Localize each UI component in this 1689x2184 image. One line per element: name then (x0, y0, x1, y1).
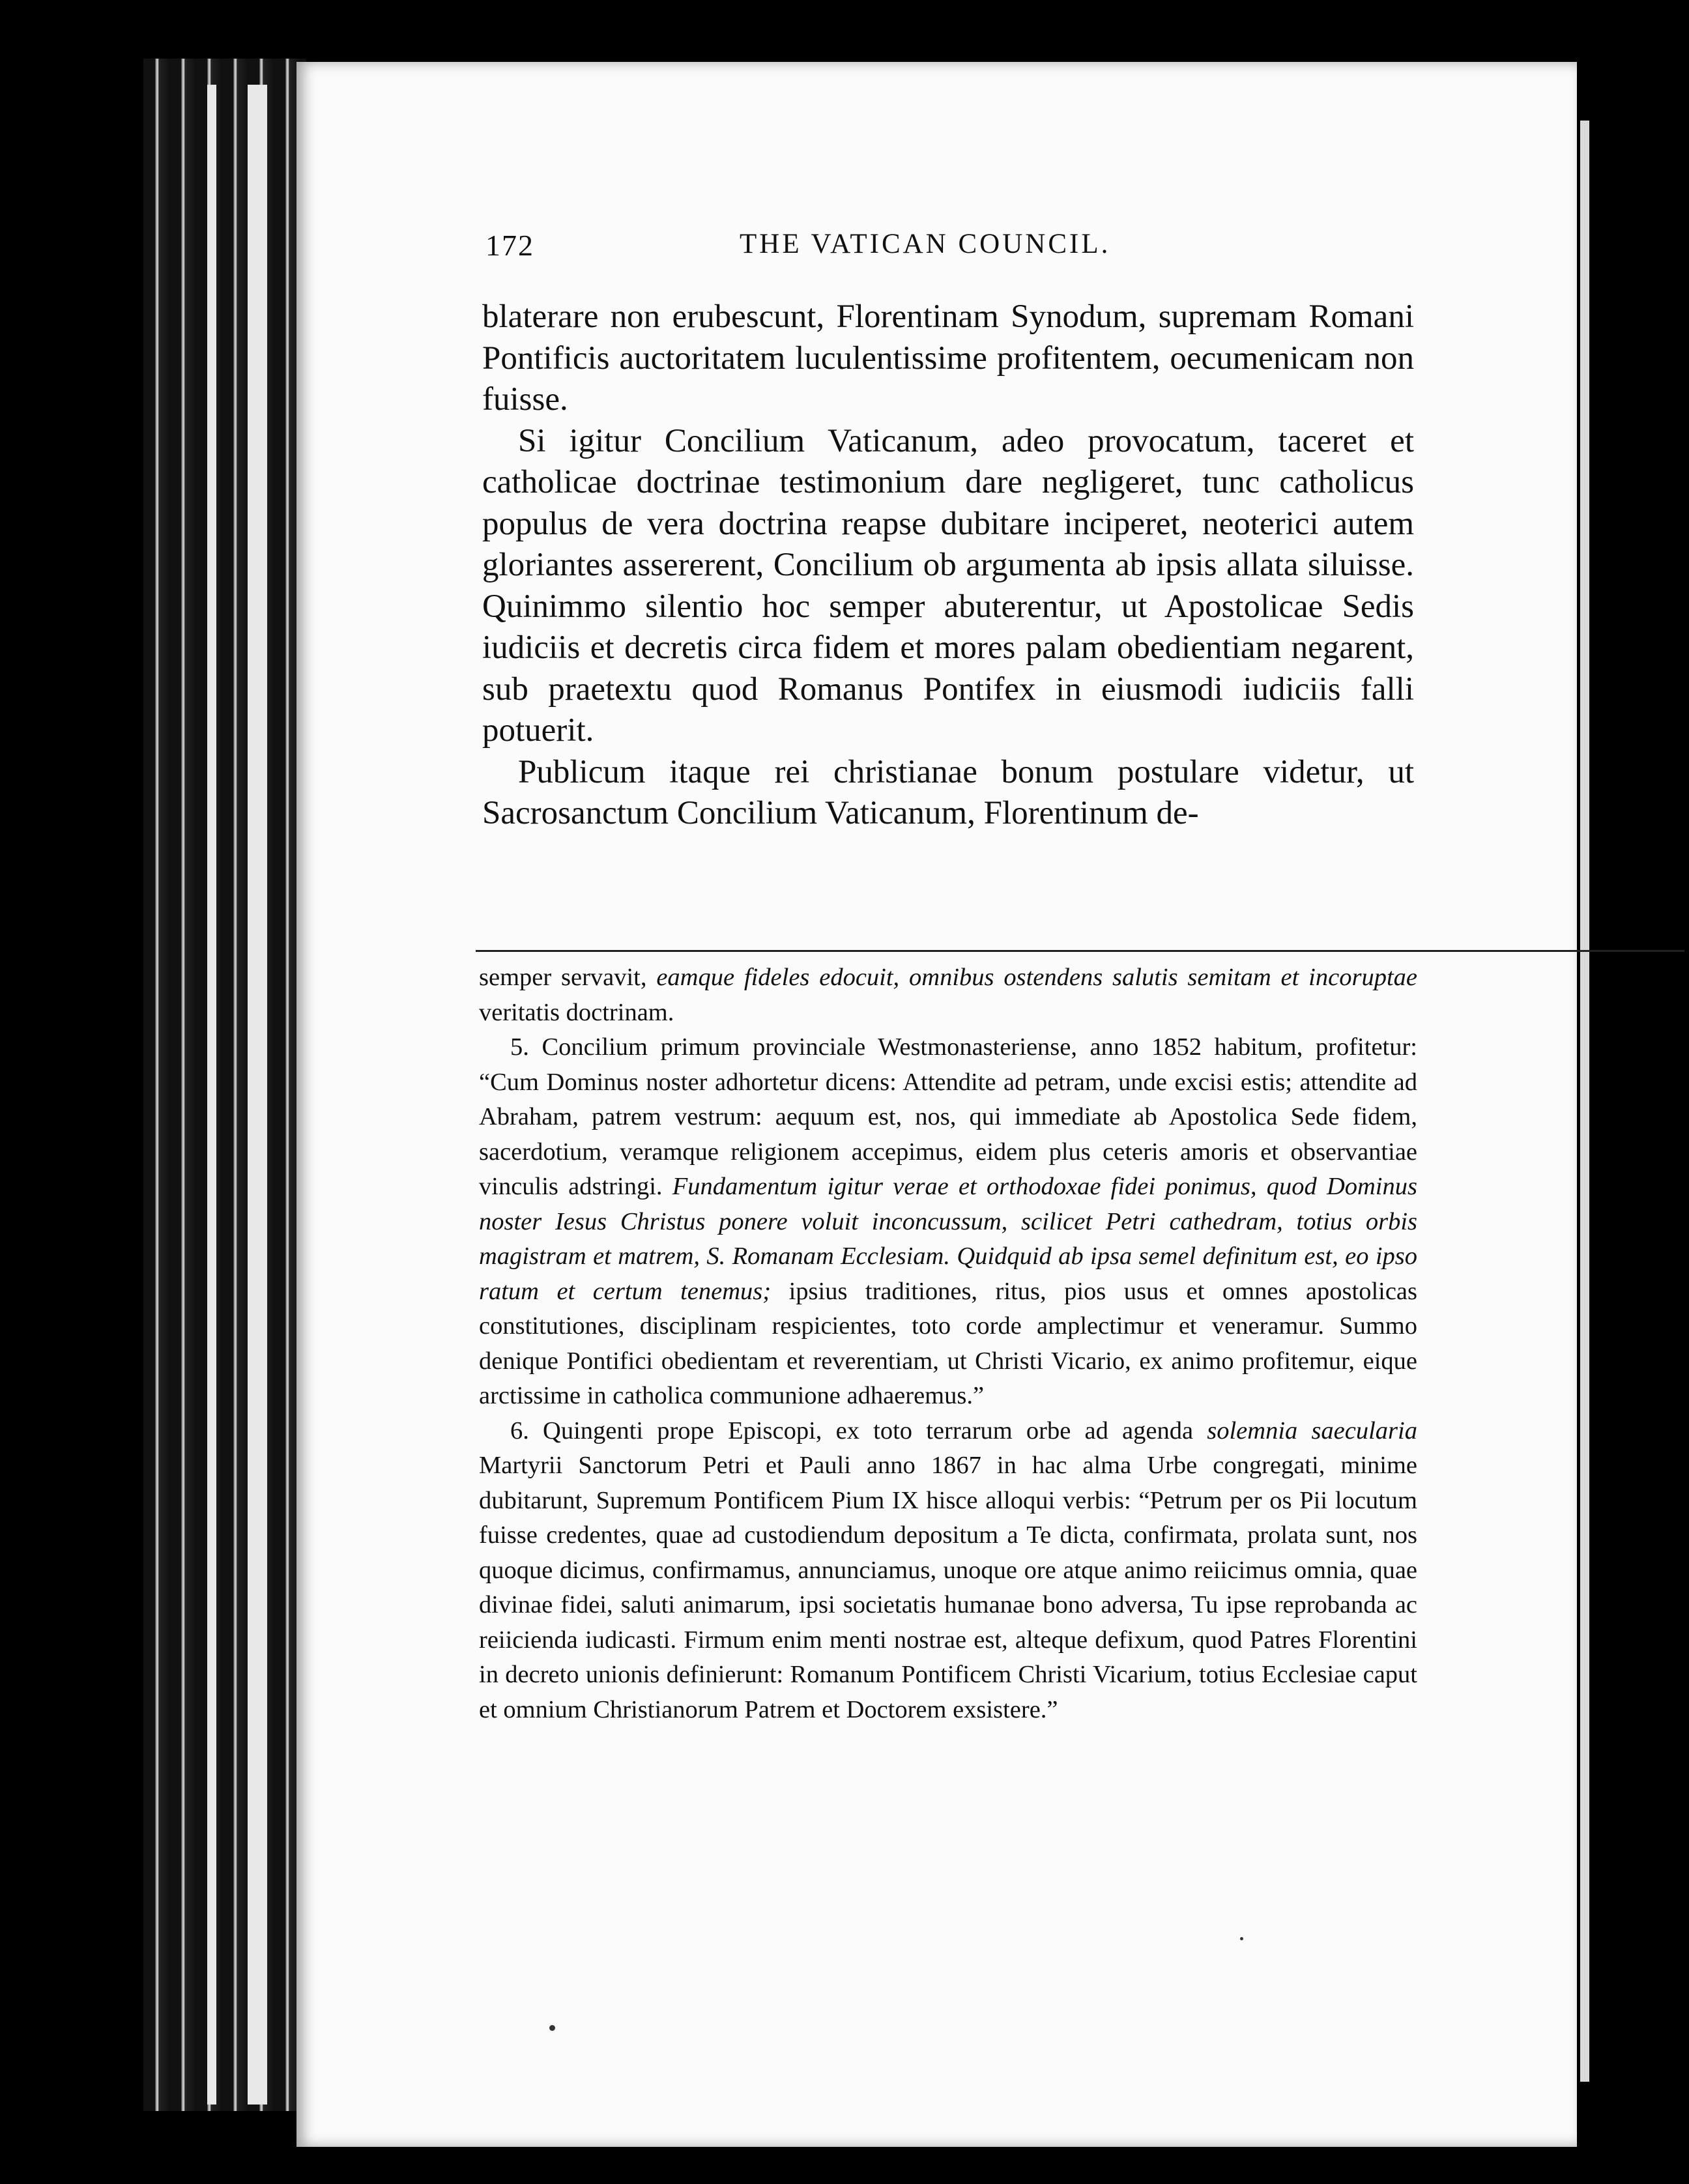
footnote-5 (479, 1030, 1417, 1414)
paper-speck (1240, 1937, 1243, 1940)
main-text (482, 296, 1414, 835)
footnote-text: semper servavit, (479, 964, 657, 991)
footnote-text: ipsius traditiones, ritus, pios usus et omnes apostolicas constitutiones, disciplinam respicientes, toto corde amplectimur et veneramur. Summo denique Pontifici obedientam et reverentiam, ut Christi Vicario, ex animo profitemur, eique arctissime in catholica communione adhaeremus.” (479, 1277, 1417, 1409)
footnote-text: veritatis doctrinam. (479, 998, 674, 1026)
footnote-text: Martyrii Sanctorum Petri et Pauli anno 1867 in hac alma Urbe congregati, minime dubitarunt, Supremum Pontificem Pium IX hisce alloqui verbis: “Petrum per os Pii locutum fuisse credentes, quae ad custodiendum depositum a Te dicta, confirmata, prolata sunt, nos quoque dicimus, confirmamus, annunciamus, unoque ore atque animo reiicimus omnia, quae divinae fidei, saluti animarum, ipsi societatis humanae bono adversa, Tu ipse reprobanda ac reiicienda iudicasti. Firmum enim menti nostrae est, alteque defixum, quod Patres Florentini in decreto unionis definierunt: Romanum Pontificem Christi Vicarium, totius Ecclesiae caput et omnium Christianorum Patrem et Doctorem exsistere.” (479, 1452, 1417, 1723)
footnote-italic: Fundamentum igitur verae et orthodoxae fidei ponimus, quod Dominus noster Iesus Christus ponere voluit inconcussum, scilicet Petri cathedram, totius orbis magistram et matrem, S. Romanam Ecclesiam. Quidquid ab ipsa semel definitum est, eo ipso ratum et certum tenemus; (479, 1173, 1417, 1305)
footnote-italic: solemnia saecularia (1207, 1416, 1417, 1444)
footnote-italic: eamque fideles edocuit, omnibus ostendens salutis semitam et incoruptae (656, 964, 1417, 991)
page-edge-strip (207, 85, 216, 2105)
body-paragraph: Publicum itaque rei christianae bonum postulare videtur, ut Sacrosanctum Concilium Vaticanum, Florentinum de- (482, 753, 1414, 831)
running-title: THE VATICAN COUNCIL. (740, 229, 1111, 259)
paper-speck (549, 2025, 555, 2031)
footnote-text: 5. Concilium primum provinciale Westmonasteriense, anno 1852 habitum, profitetur: “Cum Dominus noster adhortetur dicens: Attendite ad petram, unde excisi estis; attendite ad Abraham, patrem vestrum: aequum est, nos, qui immediate ab Apostolica Sede fidem, sacerdotium, veramque religionem accepimus, eidem plus ceteris amoris et observantiae vinculis adstringi. (479, 1033, 1417, 1200)
facing-page-edge (1580, 121, 1589, 2082)
footnotes (479, 960, 1417, 1727)
footnote-continued (479, 960, 1417, 1030)
page-edge-strip (248, 85, 267, 2105)
page-number: 172 (485, 229, 534, 262)
footnote-6 (479, 1414, 1417, 1728)
footnote-text: 6. Quingenti prope Episcopi, ex toto terrarum orbe ad agenda (510, 1416, 1207, 1444)
body-paragraph: blaterare non erubescunt, Florentinam Synodum, supremam Romani Pontificis auctoritatem luculentissime profitentem, oecumenicam non fuisse. (482, 298, 1414, 418)
body-paragraph: Si igitur Concilium Vaticanum, adeo provocatum, taceret et catholicae doctrinae testimonium dare negligeret, tunc catholicus populus de vera doctrina reapse dubitare inciperet, neoterici autem gloriantes assererent, Concilium ob argumenta ab ipsis allata siluisse. Quinimmo silentio hoc semper abuterentur, ut Apostolicae Sedis iudiciis et decretis circa fidem et mores palam obedientiam negarent, sub praetextu quod Romanus Pontifex in eiusmodi iudiciis falli potuerit. (482, 422, 1414, 749)
running-head (485, 228, 1417, 267)
footnote-divider (476, 950, 1684, 952)
book-page-edges (143, 59, 306, 2111)
